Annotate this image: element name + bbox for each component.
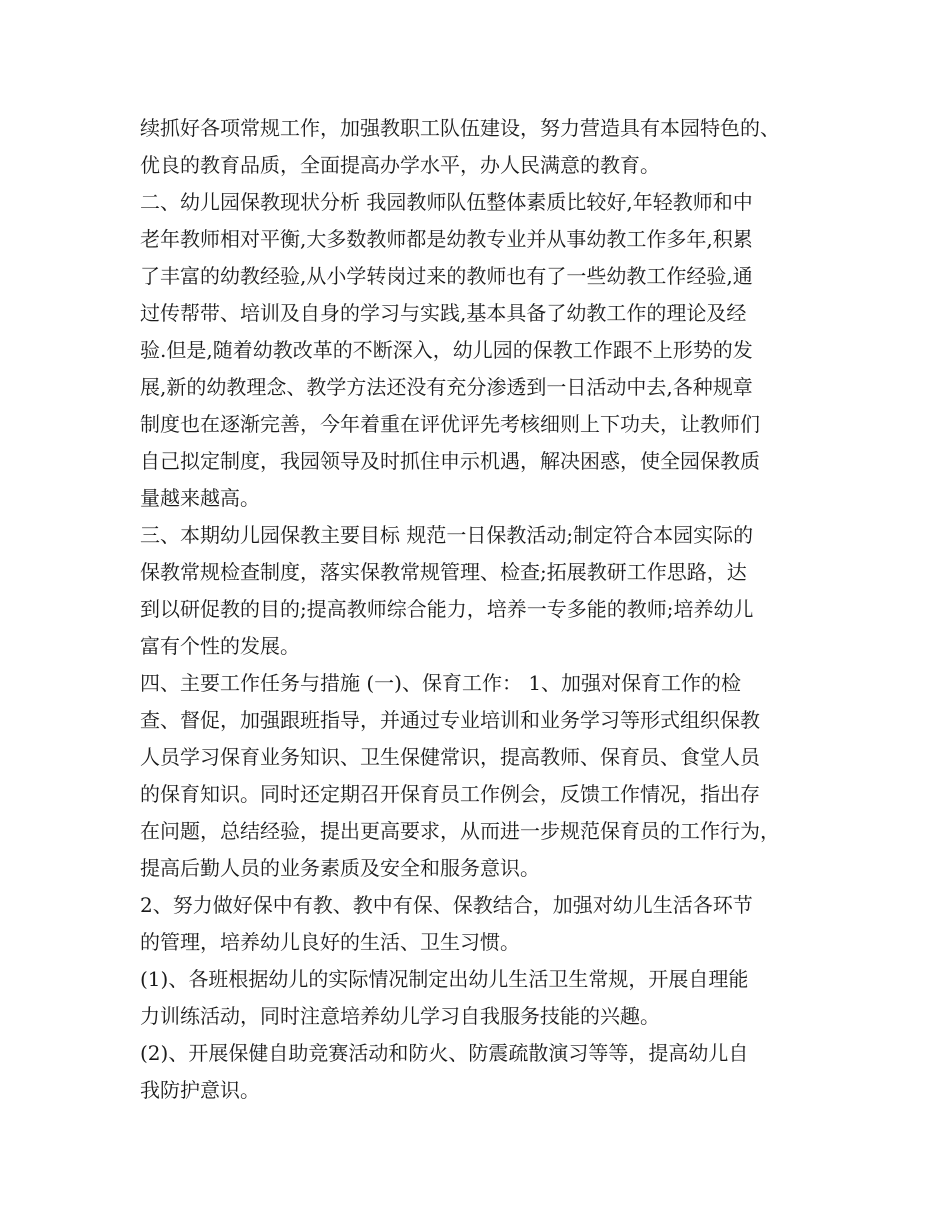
text-line: 保教常规检查制度，落实保教常规管理、检查;拓展教研工作思路，达 <box>140 560 747 584</box>
text-line: 人员学习保育业务知识、卫生保健常识，提高教师、保育员、食堂人员 <box>140 745 760 769</box>
text-line: 富有个性的发展。 <box>140 634 300 658</box>
text-line: 2、努力做好保中有教、教中有保、保教结合，加强对幼儿生活各环节 <box>140 893 753 917</box>
text-line: (2)、开展保健自助竞赛活动和防火、防震疏散演习等等，提高幼儿自 <box>140 1041 749 1065</box>
text-line: 量越来越高。 <box>140 486 260 510</box>
text-line: 的保育知识。同时还定期召开保育员工作例会，反馈工作情况，指出存 <box>140 782 760 806</box>
text-line: 到以研促教的目的;提高教师综合能力，培养一专多能的教师;培养幼儿 <box>140 597 754 621</box>
text-line: 验.但是,随着幼教改革的不断深入，幼儿园的保教工作跟不上形势的发 <box>140 338 753 362</box>
text-line: 提高后勤人员的业务素质及安全和服务意识。 <box>140 856 540 880</box>
text-line: 三、本期幼儿园保教主要目标 规范一日保教活动;制定符合本园实际的 <box>140 523 754 547</box>
text-line: 了丰富的幼教经验,从小学转岗过来的教师也有了一些幼教工作经验,通 <box>140 264 753 288</box>
text-line: 二、幼儿园保教现状分析 我园教师队伍整体素质比较好,年轻教师和中 <box>140 190 753 214</box>
text-line: 查、督促，加强跟班指导，并通过专业培训和业务学习等形式组织保教 <box>140 708 760 732</box>
text-line: 老年教师相对平衡,大多数教师都是幼教专业并从事幼教工作多年,积累 <box>140 227 753 251</box>
text-line: 力训练活动，同时注意培养幼儿学习自我服务技能的兴趣。 <box>140 1004 660 1028</box>
text-line: 四、主要工作任务与措施 (一)、保育工作： 1、加强对保育工作的检 <box>140 671 742 695</box>
text-line: 自己拟定制度，我园领导及时抓住申示机遇，解决困惑，使全园保教质 <box>140 449 760 473</box>
text-line: (1)、各班根据幼儿的实际情况制定出幼儿生活卫生常规，开展自理能 <box>140 967 749 991</box>
text-line: 续抓好各项常规工作，加强教职工队伍建设，努力营造具有本园特色的、 <box>140 116 780 140</box>
text-line: 展,新的幼教理念、教学方法还没有充分渗透到一日活动中去,各种规章 <box>140 375 753 399</box>
text-line: 我防护意识。 <box>140 1078 260 1102</box>
document-body <box>140 110 830 1109</box>
text-line: 过传帮带、培训及自身的学习与实践,基本具备了幼教工作的理论及经 <box>140 301 747 325</box>
text-line: 优良的教育品质，全面提高办学水平，办人民满意的教育。 <box>140 153 660 177</box>
text-line: 的管理，培养幼儿良好的生活、卫生习惯。 <box>140 930 520 954</box>
text-line: 在问题，总结经验，提出更高要求，从而进一步规范保育员的工作行为， <box>140 819 780 843</box>
text-line: 制度也在逐渐完善，今年着重在评优评先考核细则上下功夫，让教师们 <box>140 412 760 436</box>
